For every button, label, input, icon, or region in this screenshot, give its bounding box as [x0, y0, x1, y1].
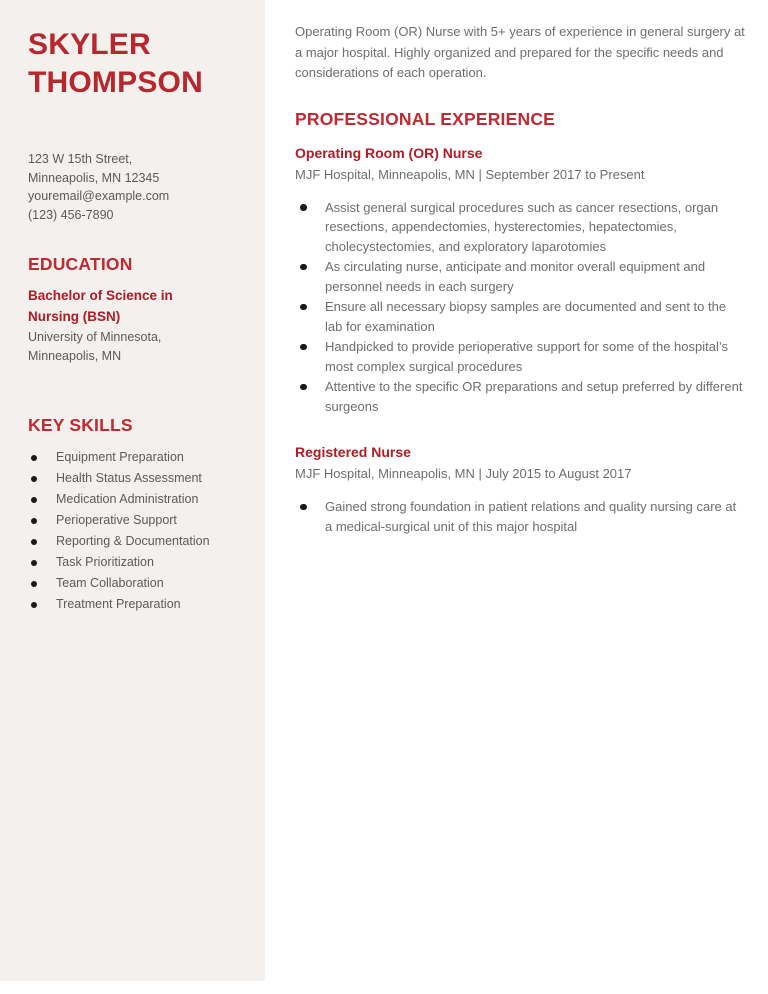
name-line-first: SKYLER — [28, 28, 151, 61]
skill-label: Perioperative Support — [56, 513, 177, 527]
bullet-icon — [31, 539, 37, 545]
name-line-last: THOMPSON — [28, 66, 203, 99]
bullet-icon — [300, 344, 307, 351]
education-section — [28, 253, 253, 365]
professional-experience-heading: PROFESSIONAL EXPERIENCE — [295, 108, 556, 129]
professional-summary: Operating Room (OR) Nurse with 5+ years of experience in general surgery at a major hospital. Highly organized and prepared for the specific needs and considerations of each operation. — [295, 24, 745, 80]
bullet-icon — [300, 384, 307, 391]
bullet-text: Ensure all necessary biopsy samples are documented and sent to the lab for examination — [325, 299, 727, 334]
list-item — [295, 297, 745, 336]
contact-email[interactable]: youremail@example.com — [28, 189, 170, 203]
list-item — [28, 531, 253, 552]
list-item — [28, 573, 253, 594]
degree-line-1: Bachelor of Science in — [28, 288, 173, 303]
key-skills-heading: KEY SKILLS — [28, 415, 133, 435]
contact-street: 123 W 15th Street, — [28, 152, 133, 166]
key-skills-section — [28, 414, 253, 615]
job-title: Registered Nurse — [295, 444, 411, 460]
contact-phone[interactable]: (123) 456-7890 — [28, 207, 114, 222]
job-bullets-list — [295, 497, 745, 536]
school-line-2: Minneapolis, MN — [28, 348, 122, 363]
bullet-text: Attentive to the specific OR preparations and setup preferred by different surgeons — [325, 379, 743, 414]
degree-line-2: Nursing (BSN) — [28, 309, 121, 324]
bullet-icon — [31, 602, 37, 608]
job-meta: MJF Hospital, Minneapolis, MN | September 2017 to Present — [295, 166, 645, 182]
skill-label: Team Collaboration — [56, 576, 164, 590]
skill-label: Reporting & Documentation — [56, 534, 210, 548]
list-item — [28, 510, 253, 531]
bullet-icon — [31, 560, 37, 566]
bullet-text: Handpicked to provide perioperative support for some of the hospital’s most complex surgical procedures — [325, 339, 728, 374]
list-item — [295, 497, 745, 536]
list-item — [295, 257, 745, 296]
bullet-text: Assist general surgical procedures such as cancer resections, organ resections, appendectomies, hysterectomies, hepatectomies, cholecystectomies, and exploratory laparotomies — [325, 199, 719, 254]
bullet-icon — [31, 476, 37, 482]
list-item — [28, 489, 253, 510]
school-line-1: University of Minnesota, — [28, 330, 162, 344]
bullet-text: Gained strong foundation in patient relations and quality nursing care at a medical-surgical unit of this major hospital — [325, 499, 737, 534]
list-item — [295, 337, 745, 376]
skill-label: Health Status Assessment — [56, 471, 202, 485]
list-item — [28, 594, 253, 615]
sidebar — [0, 0, 265, 981]
skill-label: Medication Administration — [56, 492, 199, 506]
job-entry-2 — [295, 442, 745, 536]
bullet-icon — [300, 204, 307, 211]
job-spacer — [295, 420, 745, 442]
bullet-icon — [300, 264, 307, 271]
bullet-icon — [300, 304, 307, 311]
list-item — [295, 377, 745, 416]
education-entry — [28, 286, 253, 365]
bullet-icon — [31, 497, 37, 503]
education-heading: EDUCATION — [28, 254, 133, 274]
list-item — [295, 198, 745, 257]
bullet-icon — [31, 581, 37, 587]
key-skills-list — [28, 447, 253, 615]
bullet-icon — [31, 455, 37, 461]
job-bullets-list — [295, 198, 745, 417]
job-title: Operating Room (OR) Nurse — [295, 144, 483, 161]
bullet-text: As circulating nurse, anticipate and monitor overall equipment and personnel needs in each surgery — [325, 259, 706, 294]
candidate-name — [28, 26, 253, 102]
list-item — [28, 552, 253, 573]
list-item — [28, 468, 253, 489]
skill-label: Task Prioritization — [56, 555, 154, 569]
contact-city-state-zip: Minneapolis, MN 12345 — [28, 170, 160, 185]
job-meta: MJF Hospital, Minneapolis, MN | July 2015 to August 2017 — [295, 466, 632, 481]
job-entry-1 — [295, 143, 745, 417]
contact-info — [28, 150, 253, 224]
skill-label: Equipment Preparation — [56, 450, 184, 464]
bullet-icon — [300, 504, 307, 511]
bullet-icon — [31, 518, 37, 524]
skill-label: Treatment Preparation — [56, 597, 181, 611]
main-column — [295, 0, 745, 540]
list-item — [28, 447, 253, 468]
